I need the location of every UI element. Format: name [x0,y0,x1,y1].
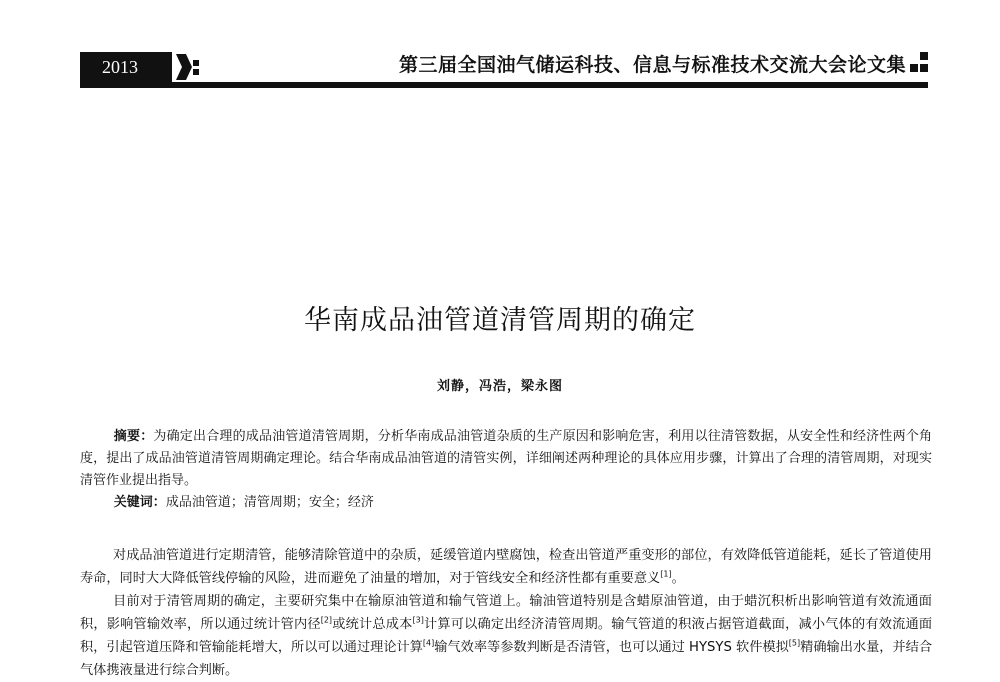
body-paragraph-1-end: 。 [671,571,685,586]
body-paragraph-2-text-d: 输气效率等参数判断是否清管，也可以通过 HYSYS 软件模拟 [434,640,789,655]
paper-title: 华南成品油管道清管周期的确定 [304,305,696,336]
citation-4: [4] [422,638,435,648]
body-paragraph-1-text: 对成品油管道进行定期清管，能够清除管道中的杂质，延缓管道内壁腐蚀，检查出管道严重变形的部位，有效降低管道能耗，延长了管道使用寿命，同时大大降低管线停输的风险，进而避免了油量的增加，对于管线安全和经济性都有重要意义 [80,548,932,586]
header-year: 2013 [80,52,172,82]
conference-title: 第三届全国油气储运科技、信息与标准技术交流大会论文集 [398,54,906,76]
keywords-line [80,492,932,514]
header-end-decoration-icon [910,50,928,78]
abstract-text: 为确定出合理的成品油管道清管周期，分析华南成品油管道杂质的生产原因和影响危害，利用以往清管数据，从安全性和经济性两个角度，提出了成品油管道清管周期确定理论。结合华南成品油管道的清管实例，详细阐述两种理论的具体应用步骤，计算出了合理的清管周期，对现实清管作业提出指导。 [80,429,932,488]
running-header [80,48,928,88]
citation-2: [2] [320,615,333,625]
body-paragraph-2-text-b: 或统计总成本 [332,617,413,632]
citation-1: [1] [660,569,672,579]
abstract-label: 摘要： [113,429,154,444]
keywords-label: 关键词： [113,495,166,510]
abstract-block [80,426,932,514]
header-decoration-icon [176,54,200,80]
paper-authors: 刘静，冯浩，梁永图 [436,379,563,394]
citation-5: [5] [788,638,801,648]
body-paragraph-2-text-e: 精确输出水量，并结合气体携液量进行综合判断。 [80,640,933,678]
body-paragraph-2-text-a: 目前对于清管周期的确定，主要研究集中在输原油管道和输气管道上。输油管道特别是含蜡原油管道，由于蜡沉积析出影响管道有效流通面积，影响管输效率，所以通过统计管内径 [80,594,932,632]
body-paragraph-1 [80,544,932,590]
keywords-text: 成品油管道；清管周期；安全；经济 [165,495,374,510]
body-text [80,544,932,682]
body-paragraph-2-text-c: 计算可以确定出经济清管周期。输气管道的积液占据管道截面，减小气体的有效流通面积，引起管道压降和管输能耗增大，所以可以通过理论计算 [80,617,933,655]
body-paragraph-2 [80,590,932,682]
abstract-paragraph [80,426,932,492]
citation-3: [3] [412,615,424,625]
